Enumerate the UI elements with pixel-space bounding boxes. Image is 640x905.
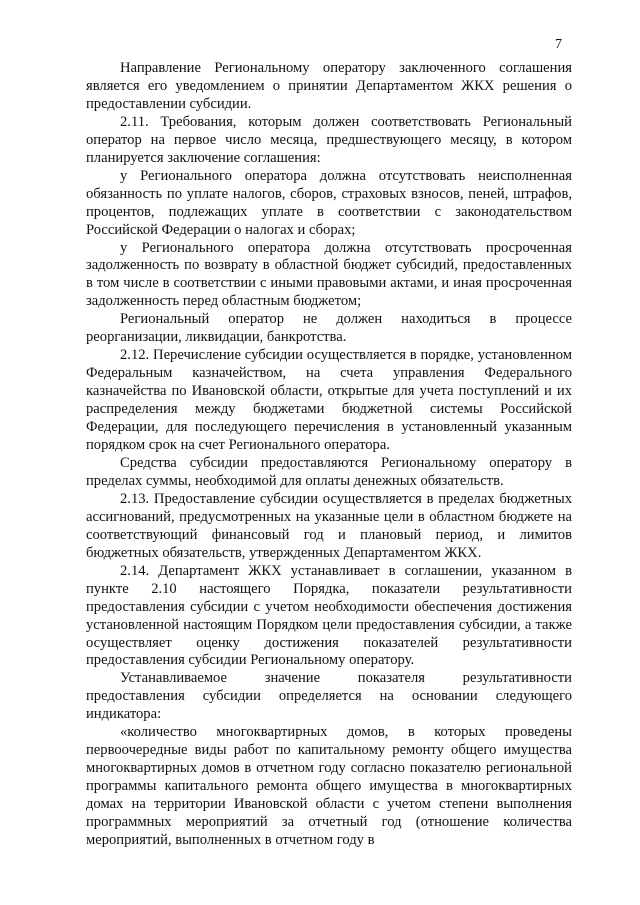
paragraph-2-12-transfer: 2.12. Перечисление субсидии осуществляется в порядке, установленном Федеральным казначейством, на счета управления Федерального казначейства по Ивановской области, открытые для учета поступлений и их распределения между бюджетами бюджетной системы Российской Федерации, для последующего перечисления в установленный указанным порядком срок на счет Регионального оператора. (86, 347, 572, 454)
paragraph-2-13-budget: 2.13. Предоставление субсидии осуществляется в пределах бюджетных ассигнований, предусмотренных на указанные цели в областном бюджете на соответствующий финансовый год и плановый период, и лимитов бюджетных обязательств, утвержденных Департаментом ЖКХ. (86, 490, 572, 561)
document-body (86, 60, 572, 850)
paragraph-subsidy-funds: Средства субсидии предоставляются Региональному оператору в пределах суммы, необходимой для оплаты денежных обязательств. (86, 454, 572, 489)
page-number: 7 (555, 37, 562, 52)
paragraph-notification: Направление Региональному оператору заключенного соглашения является его уведомлением о принятии Департаментом ЖКХ решения о предоставлении субсидии. (86, 60, 572, 112)
paragraph-overdue-debt: у Регионального оператора должна отсутствовать просроченная задолженность по возврату в областной бюджет субсидий, предоставленных в том числе в соответствии с иными правовыми актами, и иная просроченная задолженность перед областным бюджетом; (86, 239, 572, 310)
paragraph-indicator-value: Устанавливаемое значение показателя результативности предоставления субсидии определяется на основании следующего индикатора: (86, 670, 572, 723)
paragraph-2-11-requirements: 2.11. Требования, которым должен соответствовать Региональный оператор на первое число месяца, предшествующего месяцу, в котором планируется заключение соглашения: (86, 113, 572, 166)
paragraph-2-14-indicators: 2.14. Департамент ЖКХ устанавливает в соглашении, указанном в пункте 2.10 настоящего Порядка, показатели результативности предоставления субсидии с учетом необходимости обеспечения достижения установленной настоящим Порядком цели предоставления субсидии, а также осуществляет оценку достижения показателей результативности предоставления субсидии Региональному оператору. (86, 562, 572, 669)
paragraph-tax-obligations: у Регионального оператора должна отсутствовать неисполненная обязанность по уплате налогов, сборов, страховых взносов, пеней, штрафов, процентов, подлежащих уплате в соответствии с законодательством Российской Федерации о налогах и сборах; (86, 167, 572, 238)
paragraph-indicator-definition: «количество многоквартирных домов, в которых проведены первоочередные виды работ по капитальному ремонту общего имущества многоквартирных домов в отчетном году согласно показателю региональной программы капитального ремонта общего имущества в многоквартирных домах на территории Ивановской области с учетом степени выполнения программных мероприятий за отчетный год (отношение количества мероприятий, выполненных в отчетном году в (86, 724, 572, 848)
paragraph-reorganization: Региональный оператор не должен находиться в процессе реорганизации, ликвидации, банкротства. (86, 311, 572, 346)
